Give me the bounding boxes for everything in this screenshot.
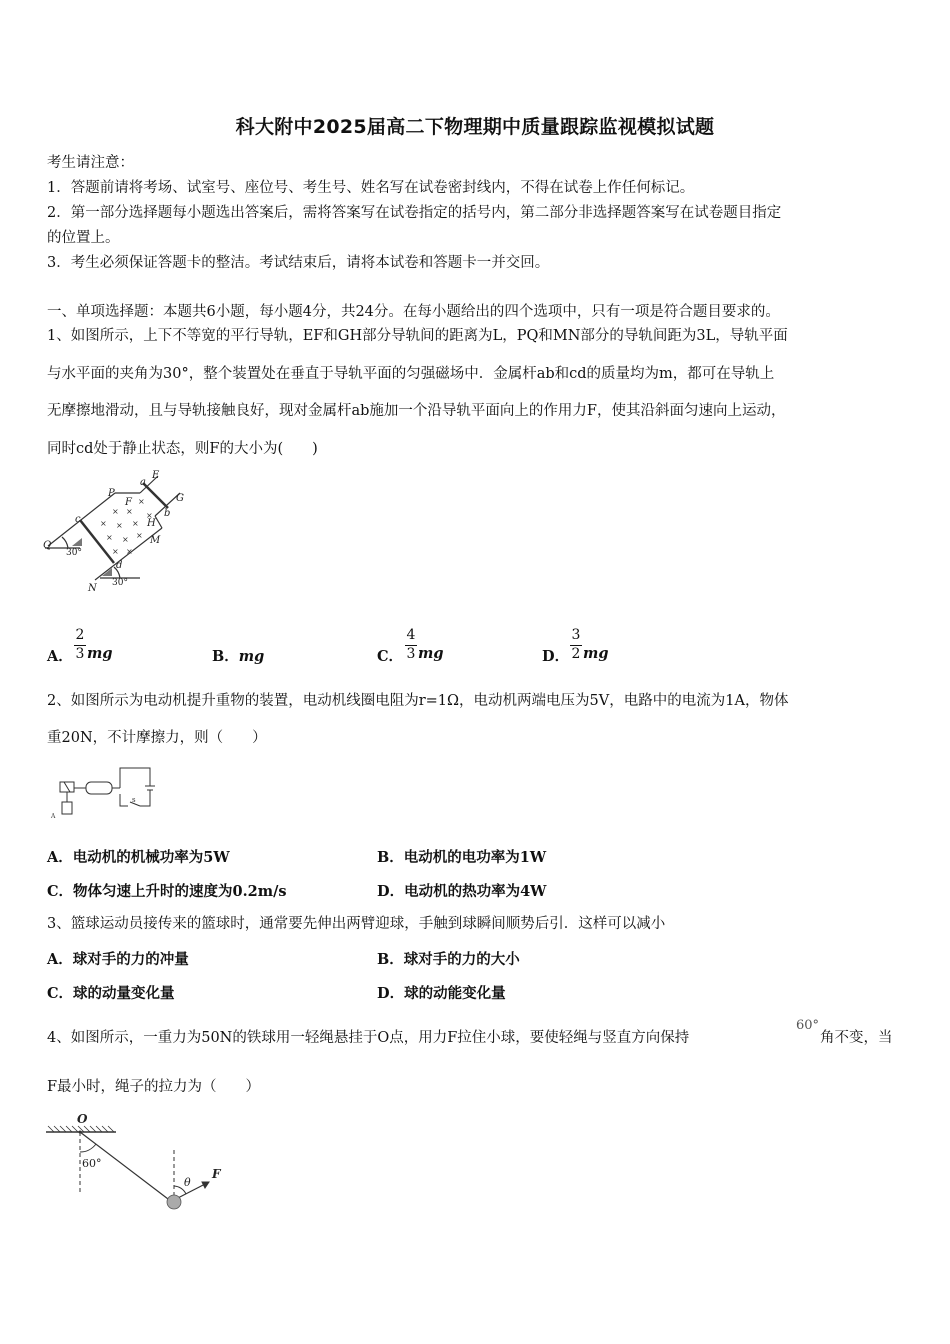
q1-option-a[interactable] [47,645,73,666]
q3-option-b[interactable]: B．球对手的力的大小 [377,951,520,968]
q1-label-m: M [150,535,161,546]
q2-switch-label: s [132,796,136,804]
q1-label-c: c [75,514,81,525]
notice-item-3: 3．考生必须保证答题卡的整洁。考试结束后，请将本试卷和答题卡一并交回。 [47,255,550,271]
q1-field-mark: × [146,511,153,520]
q4-theta-label: θ [184,1176,191,1189]
q2-option-b[interactable]: B．电动机的电功率为1W [377,849,547,866]
q1-line-4: 同时cd处于静止状态，则F的大小为( ) [47,441,318,457]
q2-option-a[interactable]: A．电动机的机械功率为5W [47,849,230,866]
q1-label-e: E [152,470,160,481]
q1-option-a-label: A． [47,648,73,665]
q1-field-mark: × [122,535,129,544]
q1-field-mark: × [116,521,123,530]
q2-option-d[interactable]: D．电动机的热功率为4W [377,883,547,900]
q1-option-a-denominator: 3 [75,646,85,662]
q1-option-c-numerator: 4 [406,627,416,643]
q2-line-2: 重20N，不计摩擦力，则（ ） [47,730,267,746]
q4-line-1b: 角不变，当 [820,1030,893,1046]
q1-option-d[interactable] [542,645,569,666]
q4-line-1a: 4、如图所示，一重力为50N的铁球用一轻绳悬挂于O点，用力F拉住小球，要使轻绳与竖直方向保持 [47,1030,690,1046]
notice-item-1: 1．答题前请将考场、试室号、座位号、考生号、姓名写在试卷密封线内，不得在试卷上作任何标记。 [47,180,695,196]
q1-option-b[interactable] [212,645,264,666]
q1-option-d-label: D． [542,648,570,665]
q1-field-mark: × [126,507,133,516]
q2-option-c[interactable]: C．物体匀速上升时的速度为0.2m/s [47,883,287,900]
notice-heading: 考生请注意： [47,155,134,171]
q1-label-f: F [125,497,132,508]
q1-angle-2: 30° [112,578,128,588]
q2-motor-circuit-figure [48,762,158,820]
q1-label-d: d [116,560,123,571]
q1-line-3: 无摩擦地滑动，且与导轨接触良好，现对金属杆ab施加一个沿导轨平面向上的作用力F，使其沿斜面匀速向上运动， [47,403,786,419]
q1-label-b: b [164,508,171,519]
q4-angle-label: 60° [82,1157,102,1170]
page-title: 科大附中2025届高二下物理期中质量跟踪监视模拟试题 [235,116,715,138]
q1-option-d-unit: mg [583,645,609,662]
q2-weight-label: A [51,813,56,820]
q4-force-label: F [212,1167,221,1181]
q1-option-c-unit: mg [418,645,444,662]
q1-option-a-numerator: 2 [75,627,85,643]
q3-option-d[interactable]: D．球的动能变化量 [377,985,506,1002]
q2-line-1: 2、如图所示为电动机提升重物的装置，电动机线圈电阻为r=1Ω，电动机两端电压为5V，电路中的电流为1A，物体 [47,693,789,709]
q1-option-b-text: mg [238,648,265,665]
q1-field-mark: × [112,507,119,516]
q1-field-mark: × [138,497,145,506]
q1-field-mark: × [132,519,139,528]
q1-option-d-denominator: 2 [571,646,581,662]
notice-item-2: 2．第一部分选择题每小题选出答案后，需将答案写在试卷指定的括号内，第二部分非选择题答案写在试卷题目指定 [47,205,782,221]
q1-field-mark: × [100,519,107,528]
q4-pendulum-figure [44,1110,244,1215]
q4-label-o: O [77,1112,88,1126]
q1-label-a: a [140,477,146,488]
q1-option-d-numerator: 3 [571,627,581,643]
q1-label-h: H [147,518,156,529]
section-heading: 一、单项选择题：本题共6小题，每小题4分，共24分。在每小题给出的四个选项中，只有一项是符合题目要求的。 [47,304,780,320]
q1-option-c[interactable] [377,645,403,666]
q1-rail-figure [40,468,200,598]
q3-line: 3、篮球运动员接传来的篮球时，通常要先伸出两臂迎球，手触到球瞬间顺势后引．这样可以减小 [47,916,666,932]
q1-label-p: P [108,488,115,499]
q1-line-1: 1、如图所示，上下不等宽的平行导轨，EF和GH部分导轨间的距离为L，PQ和MN部分的导轨间距为3L，导轨平面 [47,328,788,344]
q1-label-g: G [176,493,184,504]
q1-field-mark: × [106,533,113,542]
q1-field-mark: × [136,531,143,540]
q1-field-mark: × [126,547,133,556]
q1-line-2: 与水平面的夹角为30°，整个装置处在垂直于导轨平面的匀强磁场中．金属杆ab和cd的质量均为m，都可在导轨上 [47,366,775,382]
q1-option-b-label: B． [212,648,239,665]
q4-angle-superscript: 60° [796,1018,820,1033]
q1-option-a-unit: mg [87,645,113,662]
q1-option-c-label: C． [377,648,404,665]
q3-option-c[interactable]: C．球的动量变化量 [47,985,175,1002]
q3-option-a[interactable]: A．球对手的力的冲量 [47,951,189,968]
notice-item-2-cont: 的位置上。 [47,230,120,246]
q1-label-n: N [88,583,97,594]
q1-angle-1: 30° [66,548,82,558]
q1-label-q: Q [43,540,52,551]
q1-option-c-denominator: 3 [406,646,416,662]
q1-field-mark: × [112,547,119,556]
q4-line-2: F最小时，绳子的拉力为（ ） [47,1079,261,1095]
